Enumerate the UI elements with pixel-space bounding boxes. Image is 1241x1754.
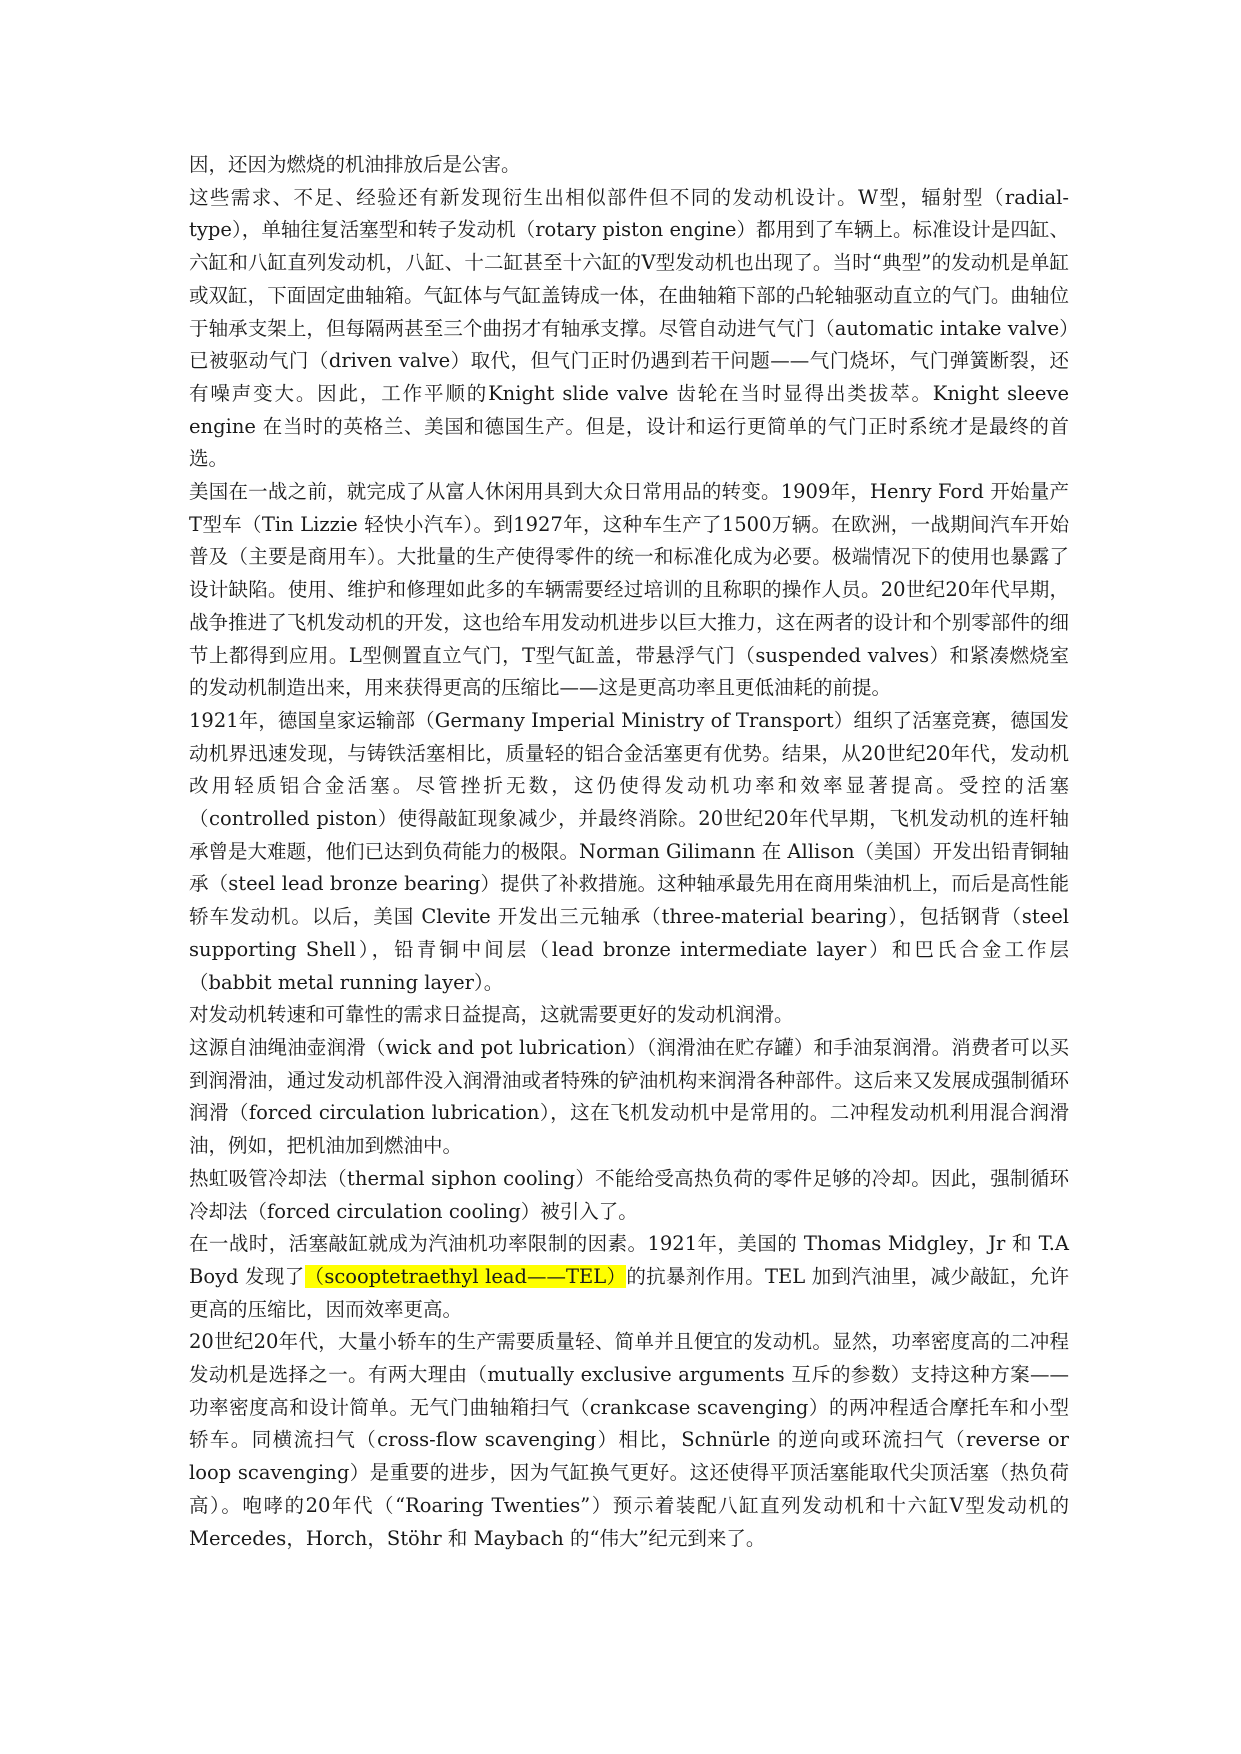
paragraph-6: 这源自油绳油壶润滑（wick and pot lubrication）（润滑油在贮存罐）和手油泵润滑。消费者可以买到润滑油，通过发动机部件没入润滑油或者特殊的铲油机构来润滑各种部件。这后来又发展成强制循环润滑（forced circulation lubrication），这在飞机发动机中是常用的。二冲程发动机利用混合润滑油，例如，把机油加到燃油中。 bbox=[189, 1035, 1069, 1158]
paragraph-9: 20世纪20年代，大量小轿车的生产需要质量轻、简单并且便宜的发动机。显然，功率密度高的二冲程发动机是选择之一。有两大理由（mutually exclusive arguments 互斥的参数）支持这种方案——功率密度高和设计简单。无气门曲轴箱扫气（crankcase scavenging）的两冲程适合摩托车和小型轿车。同横流扫气（cross-flow scavenging）相比，Schnürle 的逆向或环流扫气（reverse or loop scavenging）是重要的进步，因为气缸换气更好。这还使得平顶活塞能取代尖顶活塞（热负荷高）。咆哮的20年代（“Roaring Twenties”）预示着装配八缸直列发动机和十六缸V型发动机的 Mercedes，Horch，Stöhr 和 Maybach 的“伟大”纪元到来了。 bbox=[189, 1330, 1069, 1550]
paragraph-8 bbox=[189, 1228, 1069, 1326]
paragraph-4: 1921年，德国皇家运输部（Germany Imperial Ministry of Transport）组织了活塞竞赛，德国发动机界迅速发现，与铸铁活塞相比，质量轻的铝合金活塞更有优势。结果，从20世纪20年代，发动机改用轻质铝合金活塞。尽管挫折无数，这仍使得发动机功率和效率显著提高。受控的活塞（controlled piston）使得敲缸现象减少，并最终消除。20世纪20年代早期，飞机发动机的连杆轴承曾是大难题，他们已达到负荷能力的极限。Norman Gilimann 在 Allison（美国）开发出铅青铜轴承（steel lead bronze bearing）提供了补救措施。这种轴承最先用在商用柴油机上，而后是高性能轿车发动机。以后，美国 Clevite 开发出三元轴承（three-material bearing），包括钢背（steel supporting Shell），铅青铜中间层（lead bronze intermediate layer）和巴氏合金工作层（babbit metal running layer）。 bbox=[189, 708, 1070, 994]
paragraph-7: 热虹吸管冷却法（thermal siphon cooling）不能给受高热负荷的零件足够的冷却。因此，强制循环冷却法（forced circulation cooling）被引入了。 bbox=[189, 1166, 1069, 1223]
paragraph-1: 因，还因为燃烧的机油排放后是公害。 bbox=[189, 153, 521, 176]
paragraph-3: 美国在一战之前，就完成了从富人休闲用具到大众日常用品的转变。1909年，Henry Ford 开始量产T型车（Tin Lizzie 轻快小汽车）。到1927年，这种车生产了1500万辆。在欧洲，一战期间汽车开始普及（主要是商用车）。大批量的生产使得零件的统一和标准化成为必要。极端情况下的使用也暴露了设计缺陷。使用、维护和修理如此多的车辆需要经过培训的且称职的操作人员。20世纪20年代早期，战争推进了飞机发动机的开发，这也给车用发动机进步以巨大推力，这在两者的设计和个别零部件的细节上都得到应用。L型侧置直立气门，T型气缸盖，带悬浮气门（suspended valves）和紧凑燃烧室的发动机制造出来，用来获得更高的压缩比——这是更高功率且更低油耗的前提。 bbox=[189, 480, 1069, 700]
highlighted-text: （scooptetraethyl lead——TEL） bbox=[304, 1264, 627, 1288]
paragraph-2: 这些需求、不足、经验还有新发现衍生出相似部件但不同的发动机设计。W型，辐射型（radial-type），单轴往复活塞型和转子发动机（rotary piston engine）都用到了车辆上。标准设计是四缸、六缸和八缸直列发动机，八缸、十二缸甚至十六缸的V型发动机也出现了。当时“典型”的发动机是单缸或双缸，下面固定曲轴箱。气缸体与气缸盖铸成一体，在曲轴箱下部的凸轮轴驱动直立的气门。曲轴位于轴承支架上，但每隔两甚至三个曲拐才有轴承支撑。尽管自动进气气门（automatic intake valve）已被驱动气门（driven valve）取代，但气门正时仍遇到若干问题——气门烧坏，气门弹簧断裂，还有噪声变大。因此，工作平顺的Knight slide valve 齿轮在当时显得出类拔萃。Knight sleeve engine 在当时的英格兰、美国和德国生产。但是，设计和运行更简单的气门正时系统才是最终的首选。 bbox=[189, 185, 1069, 471]
paragraph-8-after: 的抗暴剂作用。TEL 加到汽油里，减少敲缸，允许更高的压缩比，因而效率更高。 bbox=[189, 1264, 1069, 1321]
body-text bbox=[189, 149, 1069, 1555]
paragraph-8-before: 在一战时，活塞敲缸就成为汽油机功率限制的因素。1921年，美国的 Thomas Midgley，Jr 和 T.A Boyd 发现了 bbox=[189, 1232, 1069, 1288]
paragraph-5: 对发动机转速和可靠性的需求日益提高，这就需要更好的发动机润滑。 bbox=[189, 1003, 794, 1027]
